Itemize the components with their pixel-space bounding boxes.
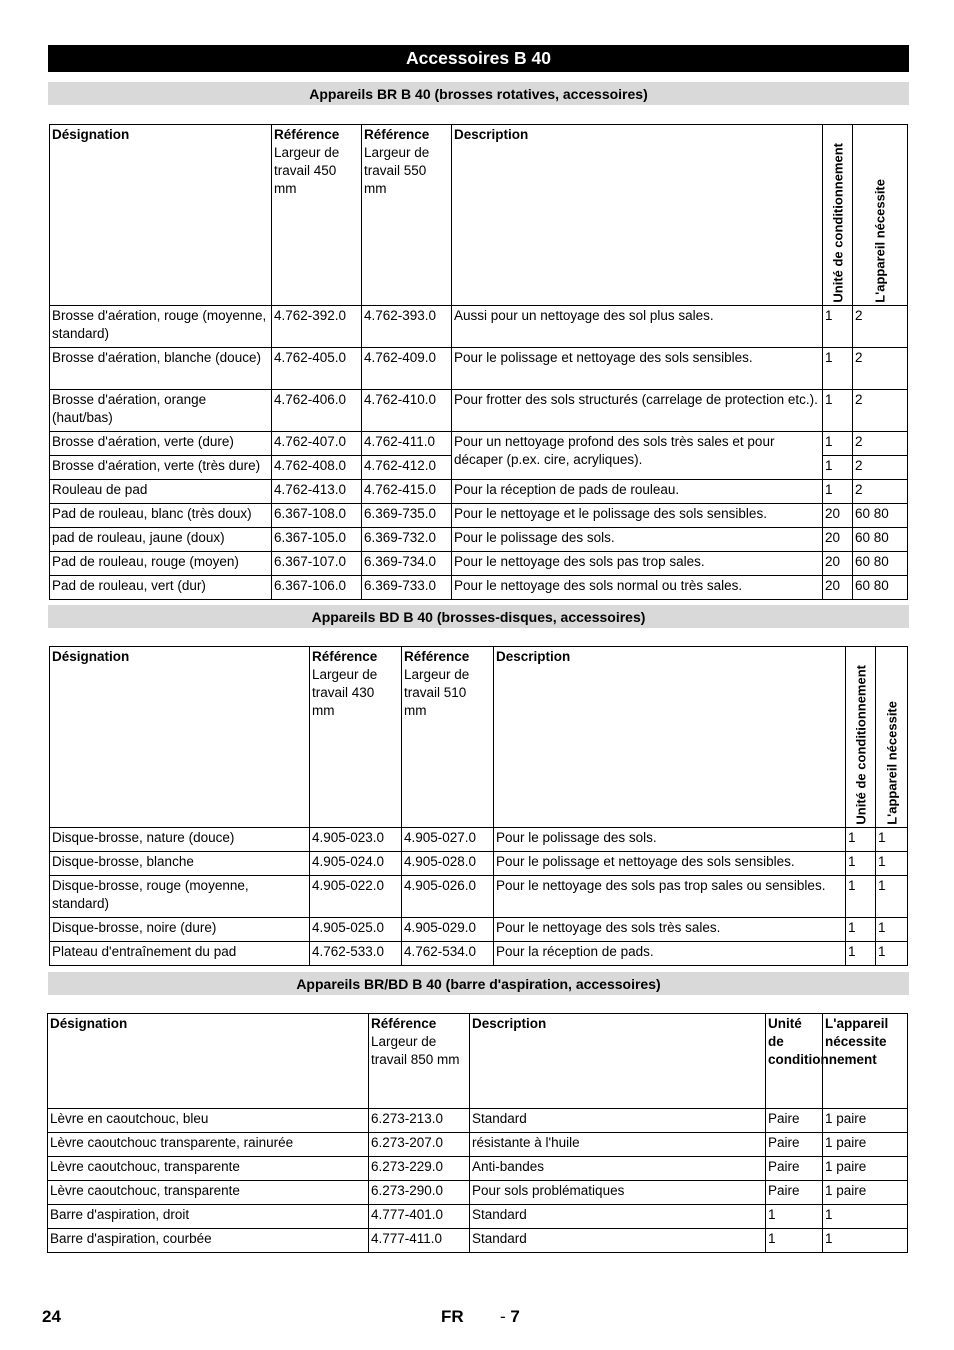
cell-unit: 1 — [766, 1229, 823, 1253]
cell-reference-550: 6.369-734.0 — [362, 552, 452, 576]
table-header-row — [50, 125, 908, 306]
col-header-reference-850: Référence Largeur de travail 850 mm — [369, 1014, 470, 1109]
cell-unit: 20 — [823, 576, 853, 600]
cell-designation: Lèvre caoutchouc transparente, rainurée — [48, 1133, 369, 1157]
cell-reference-550: 4.762-410.0 — [362, 390, 452, 432]
cell-description: Pour le nettoyage des sols très sales. — [494, 918, 846, 942]
cell-unit: Paire — [766, 1157, 823, 1181]
cell-requires: 1 — [876, 942, 908, 966]
cell-unit: Paire — [766, 1181, 823, 1205]
cell-requires: 60 80 — [853, 528, 908, 552]
cell-description: Pour le nettoyage des sols normal ou très sales. — [452, 576, 823, 600]
cell-reference-550: 6.369-732.0 — [362, 528, 452, 552]
cell-requires: 60 80 — [853, 576, 908, 600]
col-header-requires: L'appareil nécessite — [876, 647, 908, 828]
cell-requires: 60 80 — [853, 552, 908, 576]
table-row — [48, 1229, 908, 1253]
cell-designation: Barre d'aspiration, droit — [48, 1205, 369, 1229]
table-row — [48, 1205, 908, 1229]
cell-unit: 1 — [846, 876, 876, 918]
col-header-reference-450: Référence Largeur de travail 450 mm — [272, 125, 362, 306]
cell-reference-850: 4.777-401.0 — [369, 1205, 470, 1229]
cell-reference-430: 4.905-022.0 — [310, 876, 402, 918]
cell-unit: 1 — [846, 918, 876, 942]
table-row — [50, 828, 908, 852]
cell-requires: 1 — [823, 1205, 908, 1229]
cell-requires: 2 — [853, 348, 908, 390]
cell-designation: Brosse d'aération, rouge (moyenne, standard) — [50, 306, 272, 348]
table-row — [50, 480, 908, 504]
cell-requires: 60 80 — [853, 504, 908, 528]
table-squeegee-accessories — [47, 1013, 908, 1253]
cell-reference-550: 4.762-393.0 — [362, 306, 452, 348]
table-row — [48, 1109, 908, 1133]
cell-reference-850: 6.273-290.0 — [369, 1181, 470, 1205]
cell-designation: Brosse d'aération, verte (dure) — [50, 432, 272, 456]
cell-designation: Brosse d'aération, verte (très dure) — [50, 456, 272, 480]
cell-reference-430: 4.762-533.0 — [310, 942, 402, 966]
cell-unit: 1 — [823, 480, 853, 504]
cell-unit: 20 — [823, 552, 853, 576]
cell-unit: 1 — [823, 456, 853, 480]
col-header-requires: L'appareil nécessite — [823, 1014, 908, 1109]
cell-description: Aussi pour un nettoyage des sol plus sales. — [452, 306, 823, 348]
cell-requires: 2 — [853, 306, 908, 348]
table-header-row — [48, 1014, 908, 1109]
cell-description: Anti-bandes — [470, 1157, 766, 1181]
table-row — [50, 876, 908, 918]
cell-reference-450: 4.762-408.0 — [272, 456, 362, 480]
cell-unit: 1 — [846, 828, 876, 852]
cell-reference-450: 6.367-108.0 — [272, 504, 362, 528]
cell-description: Pour frotter des sols structurés (carrelage de protection etc.). — [452, 390, 823, 432]
cell-reference-450: 6.367-105.0 — [272, 528, 362, 552]
col-header-description: Description — [494, 647, 846, 828]
cell-designation: Plateau d'entraînement du pad — [50, 942, 310, 966]
cell-designation: Lèvre en caoutchouc, bleu — [48, 1109, 369, 1133]
col-header-reference-430: Référence Largeur de travail 430 mm — [310, 647, 402, 828]
cell-unit: 1 — [823, 432, 853, 456]
cell-description: Standard — [470, 1229, 766, 1253]
cell-description: Pour le polissage et nettoyage des sols sensibles. — [452, 348, 823, 390]
cell-description: Pour le polissage des sols. — [452, 528, 823, 552]
cell-reference-450: 6.367-106.0 — [272, 576, 362, 600]
cell-reference-510: 4.905-028.0 — [402, 852, 494, 876]
cell-reference-450: 4.762-392.0 — [272, 306, 362, 348]
cell-description: Standard — [470, 1109, 766, 1133]
cell-reference-450: 4.762-413.0 — [272, 480, 362, 504]
cell-reference-550: 4.762-412.0 — [362, 456, 452, 480]
cell-description: Standard — [470, 1205, 766, 1229]
sub-page-number: - 7 — [500, 1307, 520, 1326]
table-bd-accessories — [49, 646, 908, 966]
table-row — [50, 348, 908, 390]
cell-reference-450: 4.762-407.0 — [272, 432, 362, 456]
cell-reference-430: 4.905-025.0 — [310, 918, 402, 942]
cell-reference-510: 4.905-029.0 — [402, 918, 494, 942]
cell-designation: Disque-brosse, nature (douce) — [50, 828, 310, 852]
col-header-reference-510: Référence Largeur de travail 510 mm — [402, 647, 494, 828]
table-row — [50, 552, 908, 576]
cell-description: Pour un nettoyage profond des sols très sales et pour décaper (p.ex. cire, acryliques). — [452, 432, 823, 480]
cell-unit: 20 — [823, 528, 853, 552]
cell-unit: 1 — [823, 306, 853, 348]
cell-description: Pour la réception de pads. — [494, 942, 846, 966]
col-header-requires: L'appareil nécessite — [853, 125, 908, 306]
section-heading-squeegee: Appareils BR/BD B 40 (barre d'aspiration, accessoires) — [48, 972, 909, 995]
cell-reference-430: 4.905-024.0 — [310, 852, 402, 876]
cell-requires: 1 — [876, 852, 908, 876]
cell-reference-850: 6.273-229.0 — [369, 1157, 470, 1181]
cell-requires: 1 paire — [823, 1157, 908, 1181]
cell-requires: 1 — [876, 918, 908, 942]
table-header-row — [50, 647, 908, 828]
cell-requires: 2 — [853, 390, 908, 432]
cell-reference-550: 6.369-733.0 — [362, 576, 452, 600]
cell-reference-430: 4.905-023.0 — [310, 828, 402, 852]
cell-reference-450: 4.762-406.0 — [272, 390, 362, 432]
cell-reference-550: 4.762-415.0 — [362, 480, 452, 504]
cell-designation: Pad de rouleau, blanc (très doux) — [50, 504, 272, 528]
table-row — [50, 918, 908, 942]
table-row — [50, 390, 908, 432]
cell-designation: Rouleau de pad — [50, 480, 272, 504]
table-row — [50, 576, 908, 600]
cell-requires: 1 — [876, 876, 908, 918]
cell-reference-850: 6.273-213.0 — [369, 1109, 470, 1133]
cell-description: Pour le nettoyage des sols pas trop sales ou sensibles. — [494, 876, 846, 918]
cell-unit: 1 — [846, 942, 876, 966]
table-row — [48, 1181, 908, 1205]
cell-designation: Brosse d'aération, blanche (douce) — [50, 348, 272, 390]
cell-description: Pour la réception de pads de rouleau. — [452, 480, 823, 504]
cell-designation: Lèvre caoutchouc, transparente — [48, 1181, 369, 1205]
cell-unit: 20 — [823, 504, 853, 528]
table-row — [50, 528, 908, 552]
cell-description: Pour le polissage des sols. — [494, 828, 846, 852]
language-code: FR — [441, 1307, 464, 1326]
col-header-description: Description — [452, 125, 823, 306]
cell-requires: 2 — [853, 432, 908, 456]
table-row — [50, 432, 908, 456]
cell-requires: 1 paire — [823, 1109, 908, 1133]
col-header-designation: Désignation — [48, 1014, 369, 1109]
cell-description: Pour sols problématiques — [470, 1181, 766, 1205]
cell-reference-550: 4.762-411.0 — [362, 432, 452, 456]
table-row — [50, 852, 908, 876]
cell-description: Pour le nettoyage des sols pas trop sales. — [452, 552, 823, 576]
cell-reference-450: 4.762-405.0 — [272, 348, 362, 390]
section-heading-bd: Appareils BD B 40 (brosses-disques, accessoires) — [48, 605, 909, 628]
cell-reference-550: 6.369-735.0 — [362, 504, 452, 528]
table-row — [50, 942, 908, 966]
table-br-accessories — [49, 124, 908, 600]
cell-unit: 1 — [823, 348, 853, 390]
cell-reference-850: 6.273-207.0 — [369, 1133, 470, 1157]
cell-unit: 1 — [823, 390, 853, 432]
table-row — [50, 306, 908, 348]
cell-description: Pour le polissage et nettoyage des sols sensibles. — [494, 852, 846, 876]
cell-designation: Disque-brosse, noire (dure) — [50, 918, 310, 942]
cell-designation: Barre d'aspiration, courbée — [48, 1229, 369, 1253]
page-title: Accessoires B 40 — [48, 45, 909, 72]
col-header-designation: Désignation — [50, 125, 272, 306]
table-row — [48, 1133, 908, 1157]
cell-unit: Paire — [766, 1133, 823, 1157]
cell-description: Pour le nettoyage et le polissage des sols sensibles. — [452, 504, 823, 528]
col-header-unit: Unité de conditionnement — [766, 1014, 823, 1109]
cell-requires: 1 paire — [823, 1181, 908, 1205]
cell-reference-850: 4.777-411.0 — [369, 1229, 470, 1253]
cell-designation: pad de rouleau, jaune (doux) — [50, 528, 272, 552]
cell-designation: Pad de rouleau, rouge (moyen) — [50, 552, 272, 576]
cell-requires: 2 — [853, 480, 908, 504]
cell-reference-510: 4.762-534.0 — [402, 942, 494, 966]
cell-requires: 1 paire — [823, 1133, 908, 1157]
page-number: 24 — [42, 1307, 61, 1326]
cell-designation: Brosse d'aération, orange (haut/bas) — [50, 390, 272, 432]
table-row — [50, 504, 908, 528]
col-header-unit: Unité de conditionnement — [823, 125, 853, 306]
cell-unit: 1 — [766, 1205, 823, 1229]
col-header-reference-550: Référence Largeur de travail 550 mm — [362, 125, 452, 306]
cell-reference-510: 4.905-027.0 — [402, 828, 494, 852]
cell-designation: Pad de rouleau, vert (dur) — [50, 576, 272, 600]
cell-reference-550: 4.762-409.0 — [362, 348, 452, 390]
col-header-unit: Unité de conditionnement — [846, 647, 876, 828]
cell-reference-450: 6.367-107.0 — [272, 552, 362, 576]
cell-designation: Lèvre caoutchouc, transparente — [48, 1157, 369, 1181]
cell-description: résistante à l'huile — [470, 1133, 766, 1157]
col-header-description: Description — [470, 1014, 766, 1109]
cell-reference-510: 4.905-026.0 — [402, 876, 494, 918]
section-heading-br: Appareils BR B 40 (brosses rotatives, accessoires) — [48, 82, 909, 105]
col-header-designation: Désignation — [50, 647, 310, 828]
cell-requires: 1 — [823, 1229, 908, 1253]
table-row — [48, 1157, 908, 1181]
cell-requires: 1 — [876, 828, 908, 852]
cell-unit: 1 — [846, 852, 876, 876]
cell-designation: Disque-brosse, rouge (moyenne, standard) — [50, 876, 310, 918]
cell-designation: Disque-brosse, blanche — [50, 852, 310, 876]
cell-requires: 2 — [853, 456, 908, 480]
cell-unit: Paire — [766, 1109, 823, 1133]
